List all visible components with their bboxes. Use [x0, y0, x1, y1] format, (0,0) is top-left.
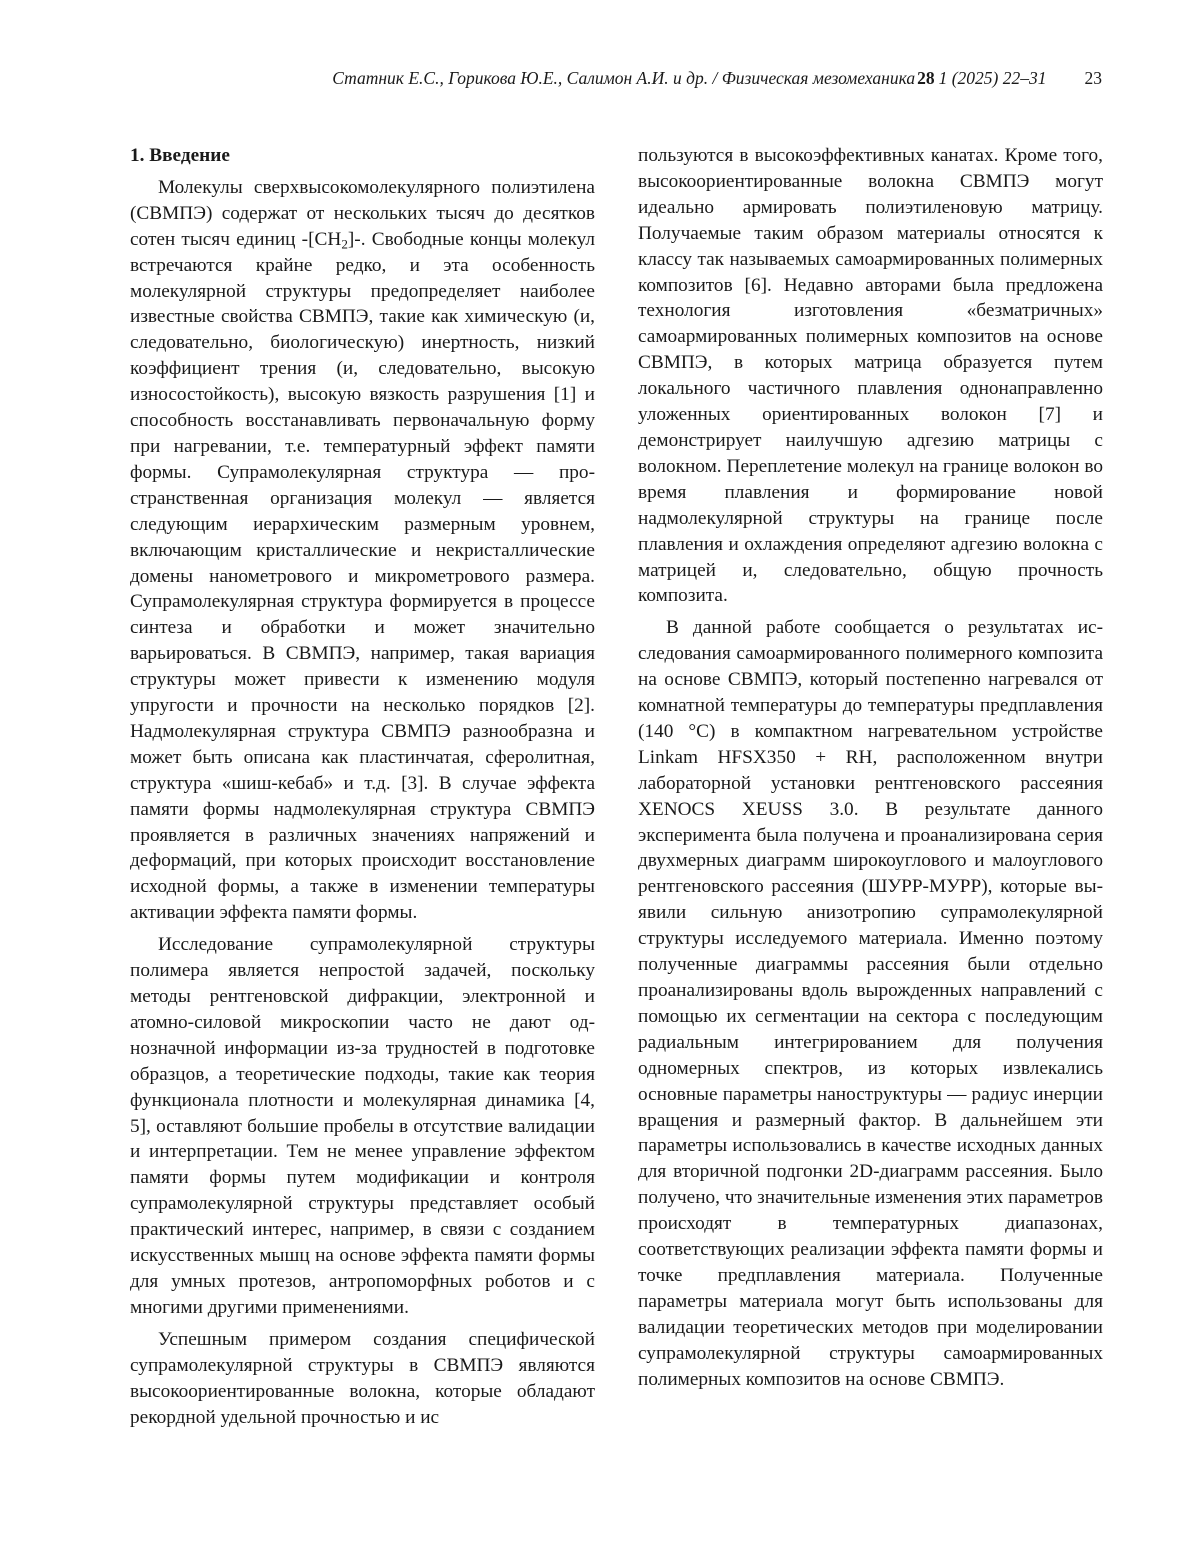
paragraph-text: Молекулы сверхвысокомолекулярного поли­этилена (СВМПЭ) содержат от нескольких тысяч до десятков сотен тысяч единиц -[CH	[130, 177, 595, 250]
paper-page	[0, 0, 1200, 1553]
paragraph: Исследование супрамолекулярной структуры полимера является непростой задачей, поскольку методы рентгеновской дифракции, электронной и атомно-силовой микроскопии часто не дают од­нозначной информации из-за трудностей в подго­товке образцов, а теоретические подходы, такие как теория функционала плотности и молекуляр­ная динамика [4, 5], оставляют большие пробелы в отсутствие валидации и интерпретации. Тем не менее управление эффектом памяти формы путем модификации и контроля супрамолекулярной структуры представляет особый практический интерес, например, в связи с созданием искусст­венных мышц на основе эффекта памяти формы для умных протезов, антропоморфных роботов и с многими другими применениями.	[130, 932, 595, 1321]
header-authors-journal: Статник Е.С., Горикова Ю.Е., Салимон А.И. и др. / Физическая мезомеханика	[332, 68, 915, 88]
subscript: 2	[341, 236, 348, 251]
running-header	[130, 68, 1102, 89]
header-issue-pages: 1 (2025) 22–31	[939, 68, 1047, 88]
paragraph: пользуются в высокоэффективных канатах. Кро­ме того, высокоориентированные волокна СВМПЭ могут идеально армировать полиэтиленовую мат­рицу. Получаемые таким образом материалы от­носятся к классу так называемых самоармирован­ных полимерных композитов [6]. Недавно автора­ми была предложена технология изготовления «безматричных» самоармированных полимерных композитов на основе СВМПЭ, в которых матри­ца образуется путем локального частичного плав­ления однонаправленно уложенных ориентиро­ванных волокон [7] и демонстрирует наилучшую адгезию матрицы с волокном. Переплетение мо­лекул на границе волокон во время плавления и формирование новой надмолекулярной структу­ры на границе после плавления и охлаждения оп­ределяют адгезию волокна с матрицей и, следова­тельно, общую прочность композита.	[638, 143, 1103, 609]
page-number: 23	[1085, 68, 1103, 88]
paragraph-text: ]-. Свобод­ные концы молекул встречаются крайне редко, и эта особенность молекулярной структуры пред­определяет наиболее известные свойства СВМПЭ, такие как химическую (и, следовательно, биоло­гическую) инертность, низкий коэффициент тре­ния (и, следовательно, высокую износостой­кость), высокую вязкость разрушения [1] и спо­собность восстанавливать первоначальную форму при нагревании, т.е. температурный эффект памя­ти формы. Супрамолекулярная структура — про­странственная организация молекул — является следующим иерархическим размерным уровнем, включающим кристаллические и некристалличес­кие домены нанометрового и микрометрового размера. Супрамолекулярная структура формиру­ется в процессе синтеза и обработки и может зна­чительно варьироваться. В СВМПЭ, например, такая вариация структуры может привести к из­менению модуля упругости и прочности на не­сколько порядков [2]. Надмолекулярная структу­ра СВМПЭ разнообразна и может быть описана как пластинчатая, сферолитная, структура «шиш-кебаб» и т.д. [3]. В случае эффекта памяти формы надмолекулярная структура СВМПЭ проявляется в различных значениях напряжений и деформа­ций, при которых происходит восстановление ис­ходной формы, а также в изменении температуры активации эффекта памяти формы.	[130, 229, 595, 924]
paragraph	[130, 175, 595, 926]
paragraph: Успешным примером создания специфической супрамолекулярной структуры в СВМПЭ являют­ся высокоориентированные волокна, которые об­ладают рекордной удельной прочностью и ис­	[130, 1327, 595, 1431]
header-volume: 28	[917, 68, 935, 88]
paragraph: В данной работе сообщается о результатах ис­следования самоармированного полимерного ком­позита на основе СВМПЭ, который постепенно нагревался от комнатной температуры до темпе­ратуры предплавления (140 °C) в компактном на­гревательном устройстве Linkam HFSX350 + RH, расположенном внутри лабораторной установки рентгеновского рассеяния XENOCS XEUSS 3.0. В результате данного эксперимента была полу­чена и проанализирована серия двухмерных диа­грамм широкоуглового и малоуглового рентге­новского рассеяния (ШУРР-МУРР), которые вы­явили сильную анизотропию супрамолекулярной структуры исследуемого материала. Именно по­этому полученные диаграммы рассеяния были от­дельно проанализированы вдоль вырожденных направлений с помощью их сегментации на сек­тора с последующим радиальным интегрировани­ем для получения одномерных спектров, из кото­рых извлекались основные параметры нанострук­туры — радиус инерции вращения и размерный фактор. В дальнейшем эти параметры использо­вались в качестве исходных данных для вторич­ной подгонки 2D-диаграмм рассеяния. Было по­лучено, что значительные изменения этих пара­метров происходят в температурных диапазонах, соответствующих реализации эффекта памяти формы и точке предплавления материала. Полу­ченные параметры материала могут быть исполь­зованы для валидации теоретических методов при моделировании супрамолекулярной структуры самоармированных полимерных композитов на основе СВМПЭ.	[638, 615, 1103, 1392]
section-heading: 1. Введение	[130, 143, 595, 169]
left-column	[130, 143, 595, 1430]
right-column	[638, 143, 1103, 1393]
